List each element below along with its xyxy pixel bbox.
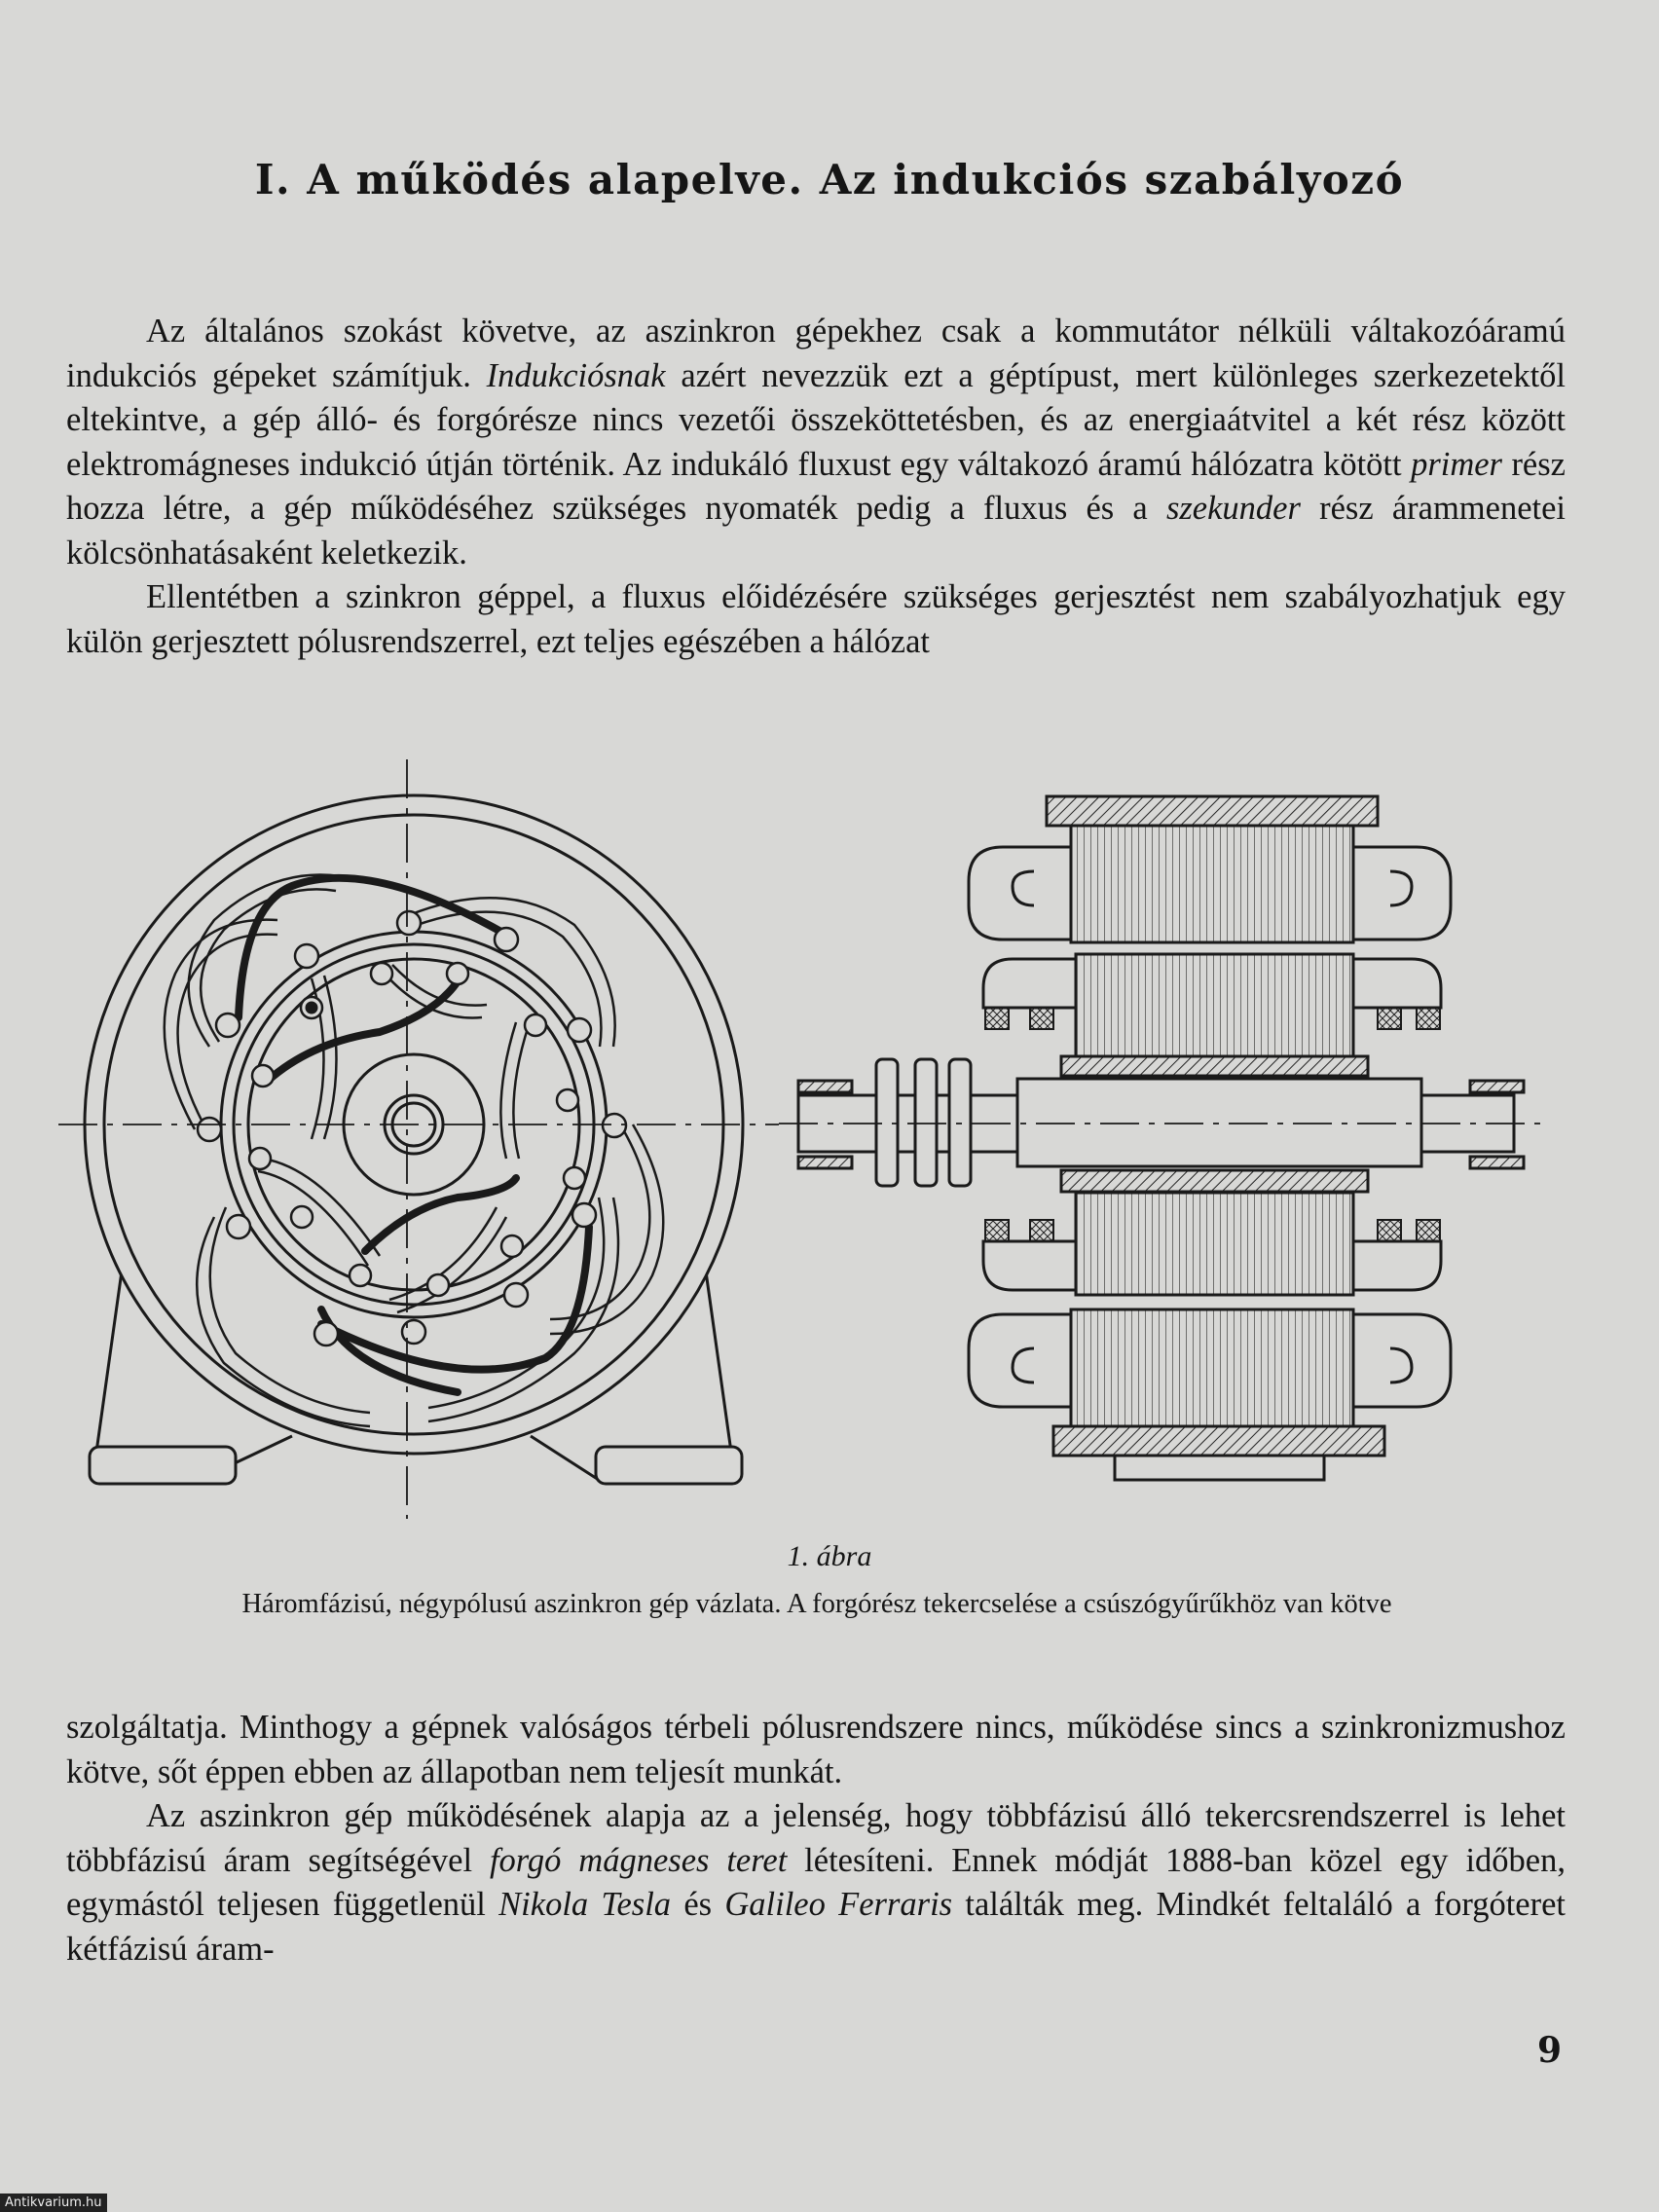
front-view	[58, 759, 779, 1519]
paragraph	[66, 575, 1566, 664]
body-text-bottom	[66, 1706, 1566, 1972]
italic-term: Galileo Ferraris	[724, 1886, 953, 1923]
text-run: és	[671, 1886, 725, 1923]
text-run: rész árammenetei kölcsönhatásaként keletkezik.	[66, 490, 1566, 571]
paragraph	[66, 310, 1566, 575]
text-run: Ellentétben a szinkron géppel, a fluxus előidézésére szükséges gerjesztést nem szabályozhatjuk egy külön gerjesztett pólusrendszerrel, ezt teljes egészében a hálózat	[66, 578, 1566, 660]
machine-diagram	[0, 750, 1659, 1529]
paragraph	[66, 1706, 1566, 1794]
figure-1	[0, 750, 1659, 1529]
text-run: Az általános szokást követve, az aszinkron gépekhez csak a kommutátor nélküli váltakozóáramú indukciós gépeket számítjuk.	[66, 313, 1566, 394]
text-run: létesíteni. Ennek módját 1888-ban közel egy időben, egymástól teljesen függetlenül	[66, 1841, 1566, 1923]
body-text-top	[66, 310, 1566, 664]
text-run: Az aszinkron gép működésének alapja az a jelenség, hogy többfázisú álló tekercsrendszerrel is lehet többfázisú áram segítségével	[66, 1797, 1566, 1879]
chapter-heading: I. A működés alapelve. Az indukciós szabályozó	[254, 156, 1405, 203]
italic-term: Indukciósnak	[486, 356, 666, 394]
figure-caption: Háromfázisú, négypólusú aszinkron gép vázlata. A forgórész tekercselése a csúszógyűrűkhöz van kötve	[241, 1589, 1392, 1619]
page-number: 9	[1536, 2030, 1562, 2071]
text-run: azért nevezzük ezt a géptípust, mert különleges szerkezetektől eltekintve, a gép álló- és forgórésze nincs vezetői összeköttetésben, és az energiaátvitel a két rész között elektromágneses indukció útján történik. Az indukáló fluxust egy váltakozó áramú hálózatra kötött	[66, 356, 1566, 483]
figure-number: 1. ábra	[787, 1540, 872, 1572]
paragraph	[66, 1794, 1566, 1972]
text-run: találták meg. Mindkét feltaláló a forgóteret kétfázisú áram-	[66, 1886, 1567, 1968]
italic-term: primer	[1411, 445, 1502, 483]
text-run: szolgáltatja. Minthogy a gépnek valóságos térbeli pólusrendszere nincs, működése sincs a szinkronizmushoz kötve, sőt éppen ebben az állapotban nem teljesít munkát.	[66, 1709, 1566, 1790]
italic-term: forgó mágneses teret	[489, 1841, 788, 1879]
watermark: Antikvarium.hu	[0, 2194, 107, 2212]
text-run: rész hozza létre, a gép működéséhez szükséges nyomaték pedig a fluxus és a	[66, 445, 1566, 527]
side-view	[779, 796, 1548, 1480]
italic-term: Nikola Tesla	[498, 1886, 672, 1923]
italic-term: szekunder	[1165, 490, 1301, 527]
